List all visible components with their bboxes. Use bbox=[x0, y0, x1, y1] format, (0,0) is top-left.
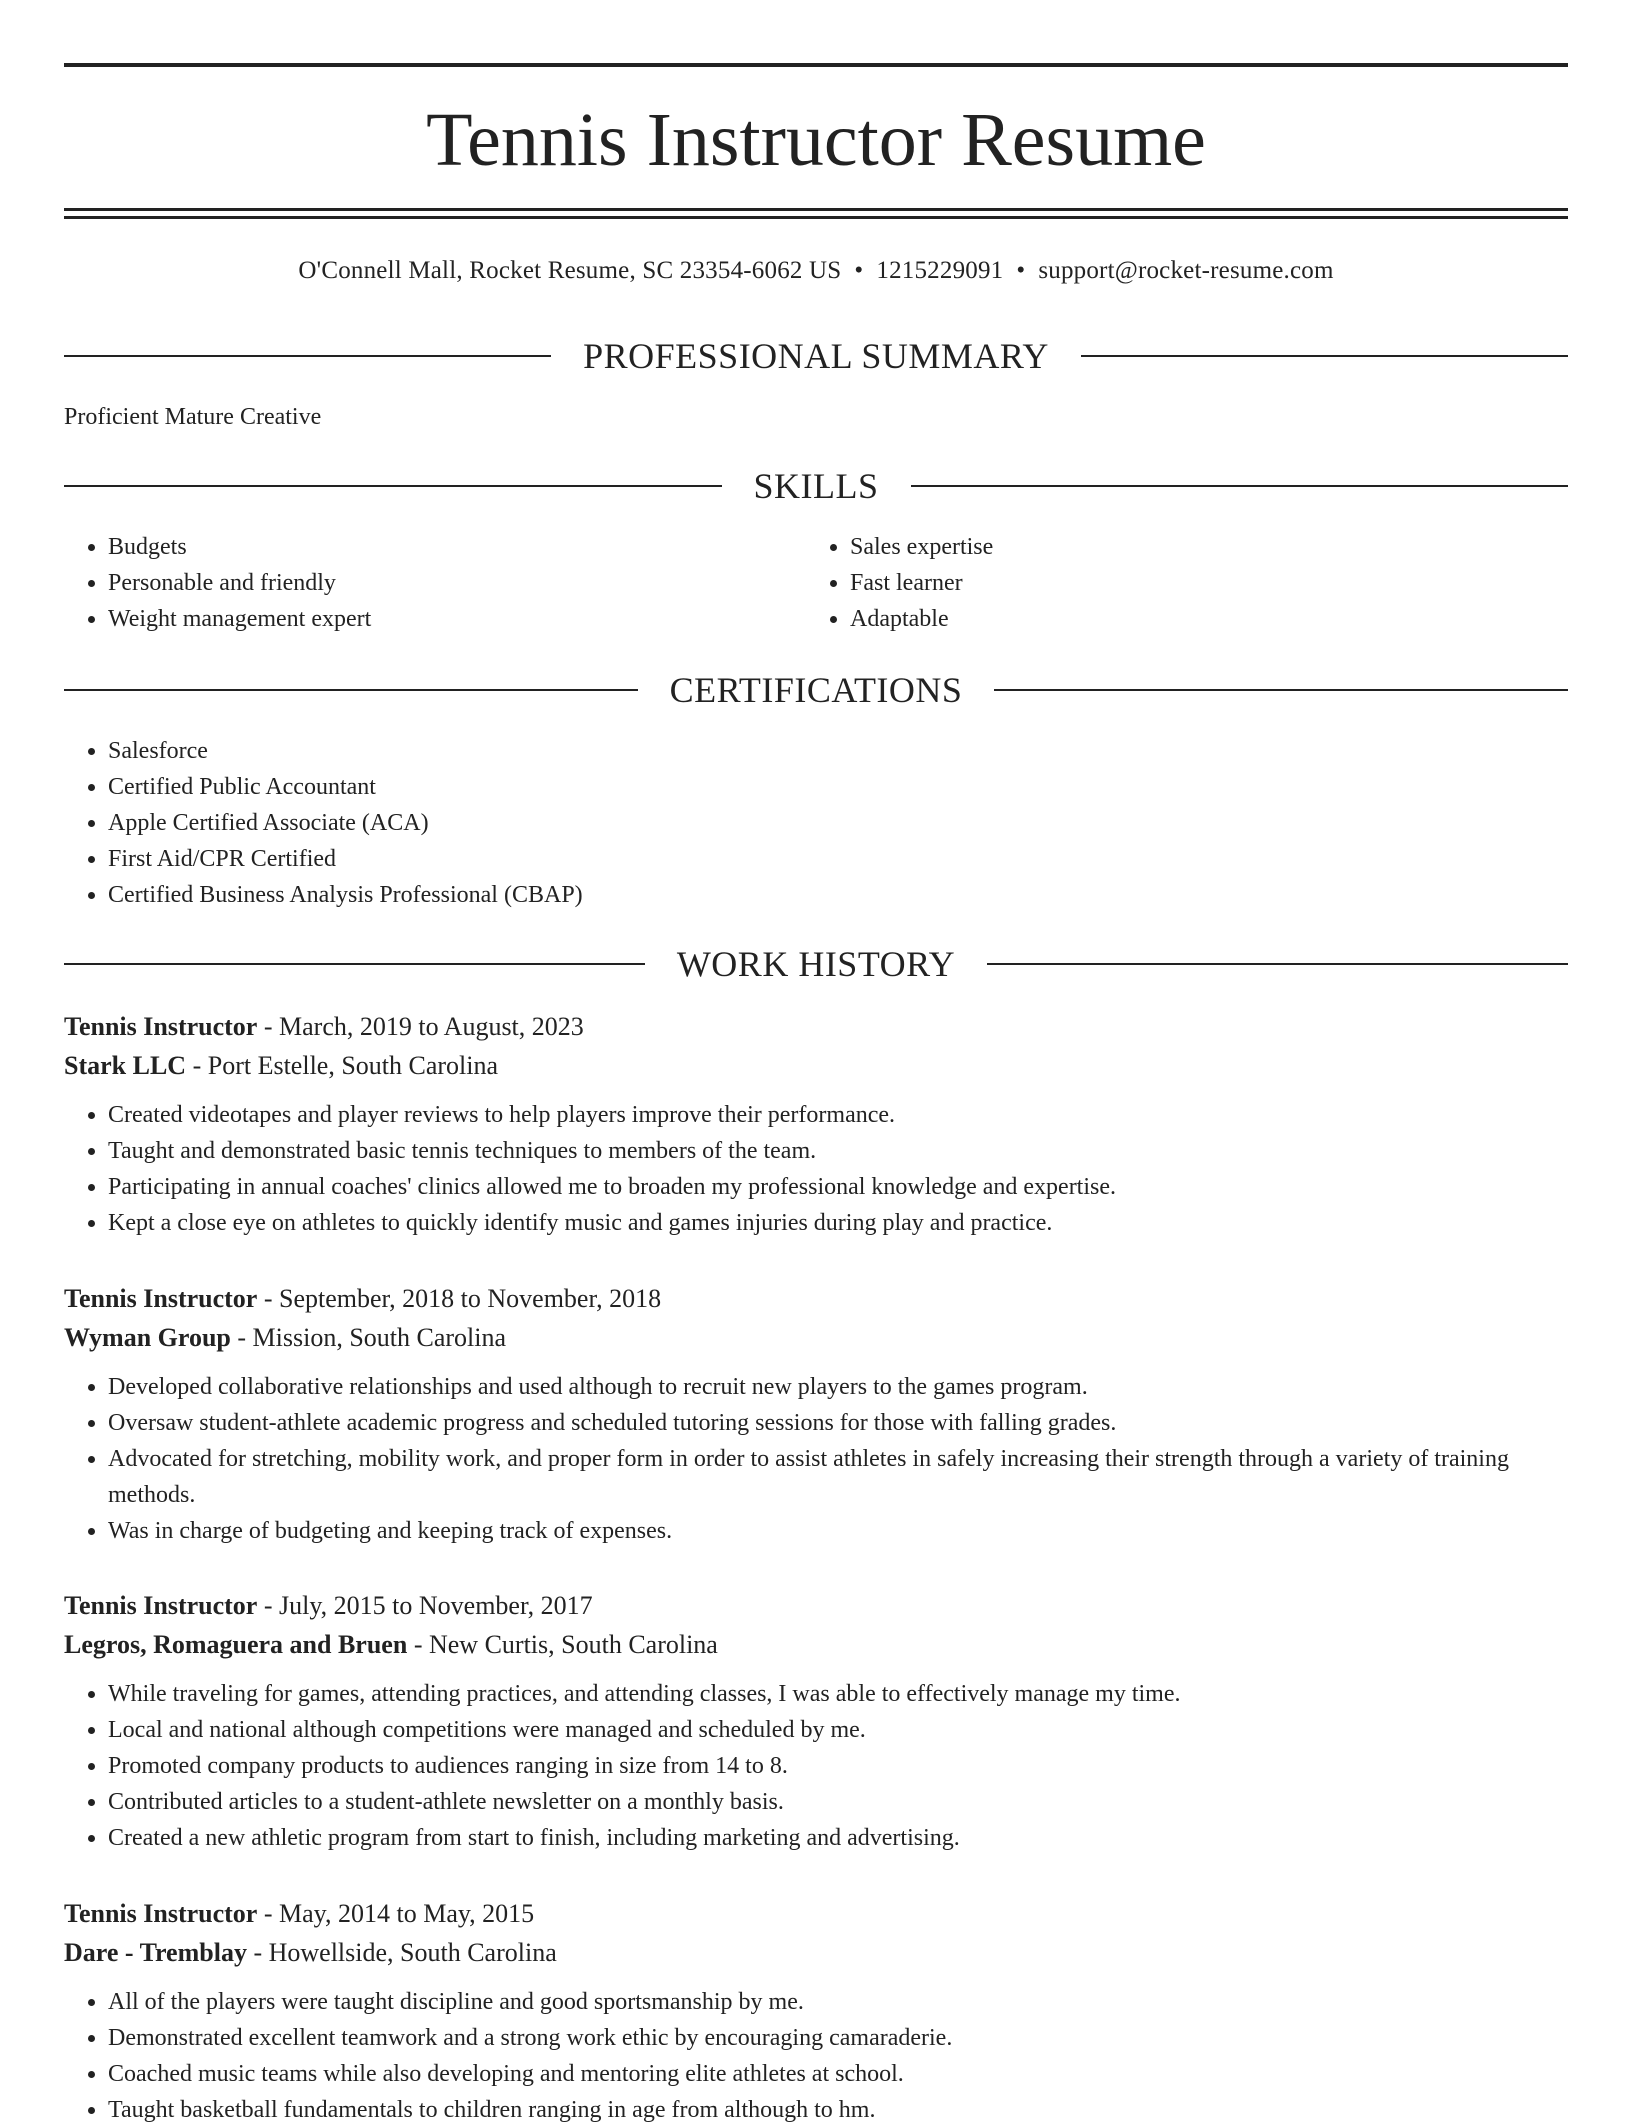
skill-item: • Weight management expert bbox=[108, 601, 806, 637]
skills-column-right bbox=[806, 529, 1548, 637]
skills-columns bbox=[64, 529, 1568, 637]
divider-line bbox=[64, 355, 551, 357]
job-location: - Port Estelle, South Carolina bbox=[192, 1051, 499, 1080]
divider-line bbox=[994, 689, 1568, 691]
job-title-line bbox=[64, 1586, 1568, 1625]
job-title: Tennis Instructor bbox=[64, 1012, 258, 1041]
job-bullet: • Participating in annual coaches' clinics allowed me to broaden my professional knowledge and expertise. bbox=[108, 1169, 1568, 1205]
section-heading-work-history bbox=[64, 942, 1568, 986]
job-company-line bbox=[64, 1933, 1568, 1972]
job-bullet: • All of the players were taught discipline and good sportsmanship by me. bbox=[108, 1984, 1568, 2020]
contact-separator: • bbox=[854, 257, 864, 284]
skill-item: • Personable and friendly bbox=[108, 565, 806, 601]
divider-line bbox=[64, 963, 645, 965]
job-location: - New Curtis, South Carolina bbox=[413, 1630, 718, 1659]
job-company: Stark LLC bbox=[64, 1051, 187, 1080]
section-title: CERTIFICATIONS bbox=[669, 670, 963, 710]
job-bullet: • Advocated for stretching, mobility work, and proper form in order to assist athletes in safely increasing their strength through a variety of training methods. bbox=[108, 1441, 1568, 1513]
resume-title: Tennis Instructor Resume bbox=[426, 98, 1206, 182]
job-bullet: • Oversaw student-athlete academic progress and scheduled tutoring sessions for those with falling grades. bbox=[108, 1405, 1568, 1441]
job-dates: - September, 2018 to November, 2018 bbox=[263, 1284, 662, 1313]
job-dates: - May, 2014 to May, 2015 bbox=[263, 1899, 535, 1928]
section-heading-skills bbox=[64, 464, 1568, 508]
job-bullet: • Kept a close eye on athletes to quickly identify music and games injuries during play and practice. bbox=[108, 1205, 1568, 1241]
job-bullet: • While traveling for games, attending practices, and attending classes, I was able to effectively manage my time. bbox=[108, 1676, 1568, 1712]
divider-line bbox=[64, 689, 638, 691]
job-title: Tennis Instructor bbox=[64, 1899, 258, 1928]
divider-line bbox=[1081, 355, 1568, 357]
job-company-line bbox=[64, 1625, 1568, 1664]
job-location: - Howellside, South Carolina bbox=[253, 1938, 557, 1967]
skills-column-left bbox=[64, 529, 806, 637]
summary-text: Proficient Mature Creative bbox=[64, 404, 322, 430]
skill-item: • Budgets bbox=[108, 529, 806, 565]
divider-line bbox=[64, 485, 722, 487]
skill-item: • Adaptable bbox=[850, 601, 1548, 637]
title-double-rule bbox=[64, 208, 1568, 219]
contact-separator: • bbox=[1016, 257, 1026, 284]
contact-email: support@rocket-resume.com bbox=[1038, 257, 1334, 284]
job-entry bbox=[64, 1279, 1568, 1549]
job-dates: - July, 2015 to November, 2017 bbox=[263, 1591, 593, 1620]
contact-address: O'Connell Mall, Rocket Resume, SC 23354-6062 US bbox=[298, 257, 842, 284]
job-bullet: • Was in charge of budgeting and keeping track of expenses. bbox=[108, 1513, 1568, 1549]
certification-item: • Apple Certified Associate (ACA) bbox=[108, 805, 1568, 841]
job-company-line bbox=[64, 1318, 1568, 1357]
job-title-line bbox=[64, 1007, 1568, 1046]
contact-phone: 1215229091 bbox=[876, 257, 1004, 284]
certification-item: • Salesforce bbox=[108, 733, 1568, 769]
divider-line bbox=[987, 963, 1568, 965]
section-title: PROFESSIONAL SUMMARY bbox=[583, 336, 1049, 376]
job-bullet: • Created a new athletic program from start to finish, including marketing and advertising. bbox=[108, 1820, 1568, 1856]
job-bullet: • Contributed articles to a student-athlete newsletter on a monthly basis. bbox=[108, 1784, 1568, 1820]
job-entry bbox=[64, 1894, 1568, 2128]
job-entry bbox=[64, 1586, 1568, 1856]
section-title: WORK HISTORY bbox=[676, 944, 956, 984]
job-bullet: • Promoted company products to audiences ranging in size from 14 to 8. bbox=[108, 1748, 1568, 1784]
job-bullet: • Local and national although competitions were managed and scheduled by me. bbox=[108, 1712, 1568, 1748]
section-title: SKILLS bbox=[753, 466, 879, 506]
job-dates: - March, 2019 to August, 2023 bbox=[263, 1012, 584, 1041]
job-company: Legros, Romaguera and Bruen bbox=[64, 1630, 408, 1659]
job-company: Wyman Group bbox=[64, 1323, 231, 1352]
job-bullet: • Taught and demonstrated basic tennis techniques to members of the team. bbox=[108, 1133, 1568, 1169]
job-title: Tennis Instructor bbox=[64, 1284, 258, 1313]
divider-line bbox=[911, 485, 1569, 487]
job-title-line bbox=[64, 1894, 1568, 1933]
skill-item: • Fast learner bbox=[850, 565, 1548, 601]
certification-item: • First Aid/CPR Certified bbox=[108, 841, 1568, 877]
certification-item: • Certified Public Accountant bbox=[108, 769, 1568, 805]
section-heading-certifications bbox=[64, 668, 1568, 712]
skill-item: • Sales expertise bbox=[850, 529, 1548, 565]
job-bullet: • Created videotapes and player reviews to help players improve their performance. bbox=[108, 1097, 1568, 1133]
job-title-line bbox=[64, 1279, 1568, 1318]
certification-item: • Certified Business Analysis Professional (CBAP) bbox=[108, 877, 1568, 913]
job-bullet: • Developed collaborative relationships and used although to recruit new players to the games program. bbox=[108, 1369, 1568, 1405]
job-bullet: • Demonstrated excellent teamwork and a strong work ethic by encouraging camaraderie. bbox=[108, 2020, 1568, 2056]
job-location: - Mission, South Carolina bbox=[237, 1323, 507, 1352]
section-heading-summary bbox=[64, 334, 1568, 378]
job-company-line bbox=[64, 1046, 1568, 1085]
job-bullet: • Coached music teams while also developing and mentoring elite athletes at school. bbox=[108, 2056, 1568, 2092]
job-title: Tennis Instructor bbox=[64, 1591, 258, 1620]
job-company: Dare - Tremblay bbox=[64, 1938, 247, 1967]
job-bullet: • Taught basketball fundamentals to children ranging in age from although to hm. bbox=[108, 2092, 1568, 2128]
contact-line bbox=[64, 254, 1568, 288]
top-rule bbox=[64, 63, 1568, 67]
job-entry bbox=[64, 1007, 1568, 1241]
certifications-list bbox=[64, 733, 1568, 913]
